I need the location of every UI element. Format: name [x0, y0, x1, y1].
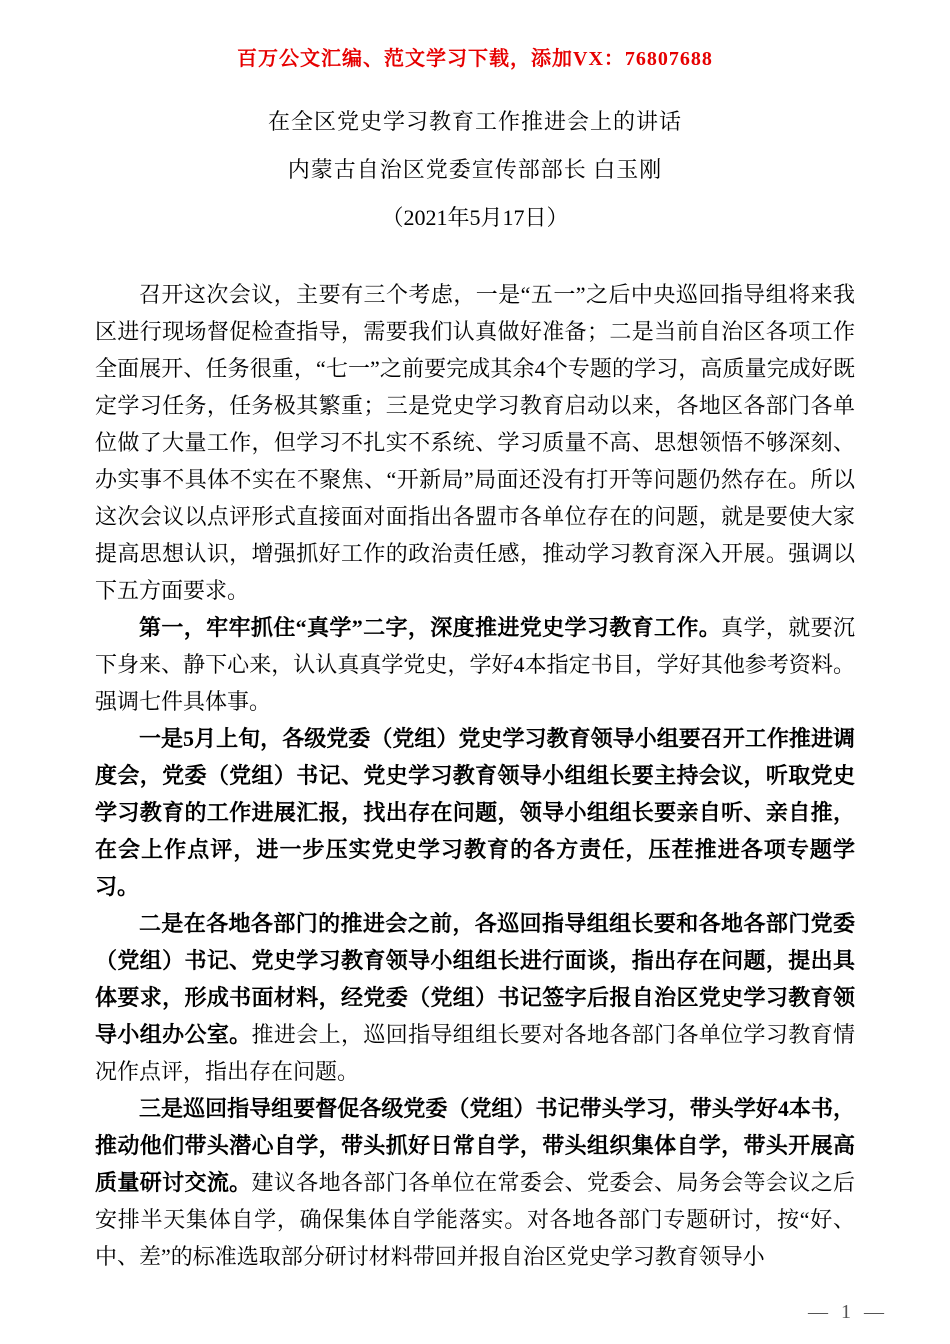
date-line: （2021年5月17日） [381, 205, 569, 230]
paragraph [95, 276, 855, 609]
paragraph [95, 720, 855, 905]
paragraph [95, 609, 855, 720]
paragraph-text: 推进会上，巡回指导组组长要对各地各部门各单位学习教育情况作点评，指出存在问题。 [95, 1022, 855, 1084]
paragraph-text-bold: 一是5月上旬，各级党委（党组）党史学习教育领导小组要召开工作推进调度会，党委（党组）书记、党史学习教育领导小组组长要主持会议，听取党史学习教育的工作进展汇报，找出存在问题，领导小组组长要亲自听、亲自推，在会上作点评，进一步压实党史学习教育的各方责任，压茬推进各项专题学习。 [95, 726, 855, 899]
paragraph [95, 1090, 855, 1275]
paragraph-text-bold: 二是在各地各部门的推进会之前，各巡回指导组组长要和各地各部门党委（党组）书记、党史学习教育领导小组组长进行面谈，指出存在问题，提出具体要求，形成书面材料，经党委（党组）书记签字后报自治区党史学习教育领导小组办公室。 [95, 911, 855, 1047]
page-number: — 1 — [808, 1301, 888, 1323]
paragraph-text: 真学，就要沉下身来、静下心来，认认真真学党史，学好4本指定书目，学好其他参考资料。强调七件具体事。 [95, 615, 855, 714]
paragraph-text: 召开这次会议，主要有三个考虑，一是“五一”之后中央巡回指导组将来我区进行现场督促检查指导，需要我们认真做好准备；二是当前自治区各项工作全面展开、任务很重，“七一”之前要完成其余4个专题的学习，高质量完成好既定学习任务，任务极其繁重；三是党史学习教育启动以来，各地区各部门各单位做了大量工作，但学习不扎实不系统、学习质量不高、思想领悟不够深刻、办实事不具体不实在不聚焦、“开新局”局面还没有打开等问题仍然存在。所以这次会议以点评形式直接面对面指出各盟市各单位存在的问题，就是要使大家提高思想认识，增强抓好工作的政治责任感，推动学习教育深入开展。强调以下五方面要求。 [95, 282, 855, 603]
document-body [95, 276, 855, 1275]
title-block [95, 105, 855, 232]
paragraph-text: 建议各地各部门各单位在常委会、党委会、局务会等会议之后安排半天集体自学，确保集体自学能落实。对各地各部门专题研讨，按“好、中、差”的标准选取部分研讨材料带回并报自治区党史学习教育领导小 [95, 1170, 855, 1269]
author-line: 内蒙古自治区党委宣传部部长 白玉刚 [287, 157, 663, 182]
page-title: 在全区党史学习教育工作推进会上的讲话 [267, 109, 682, 134]
header-notice: 百万公文汇编、范文学习下载，添加VX：76807688 [237, 48, 713, 70]
paragraph [95, 905, 855, 1090]
paragraph-text-bold: 第一，牢牢抓住“真学”二字，深度推进党史学习教育工作。 [139, 615, 722, 640]
paragraph-text-bold: 三是巡回指导组要督促各级党委（党组）书记带头学习，带头学好4本书，推动他们带头潜心自学，带头抓好日常自学，带头组织集体自学，带头开展高质量研讨交流。 [95, 1096, 855, 1195]
